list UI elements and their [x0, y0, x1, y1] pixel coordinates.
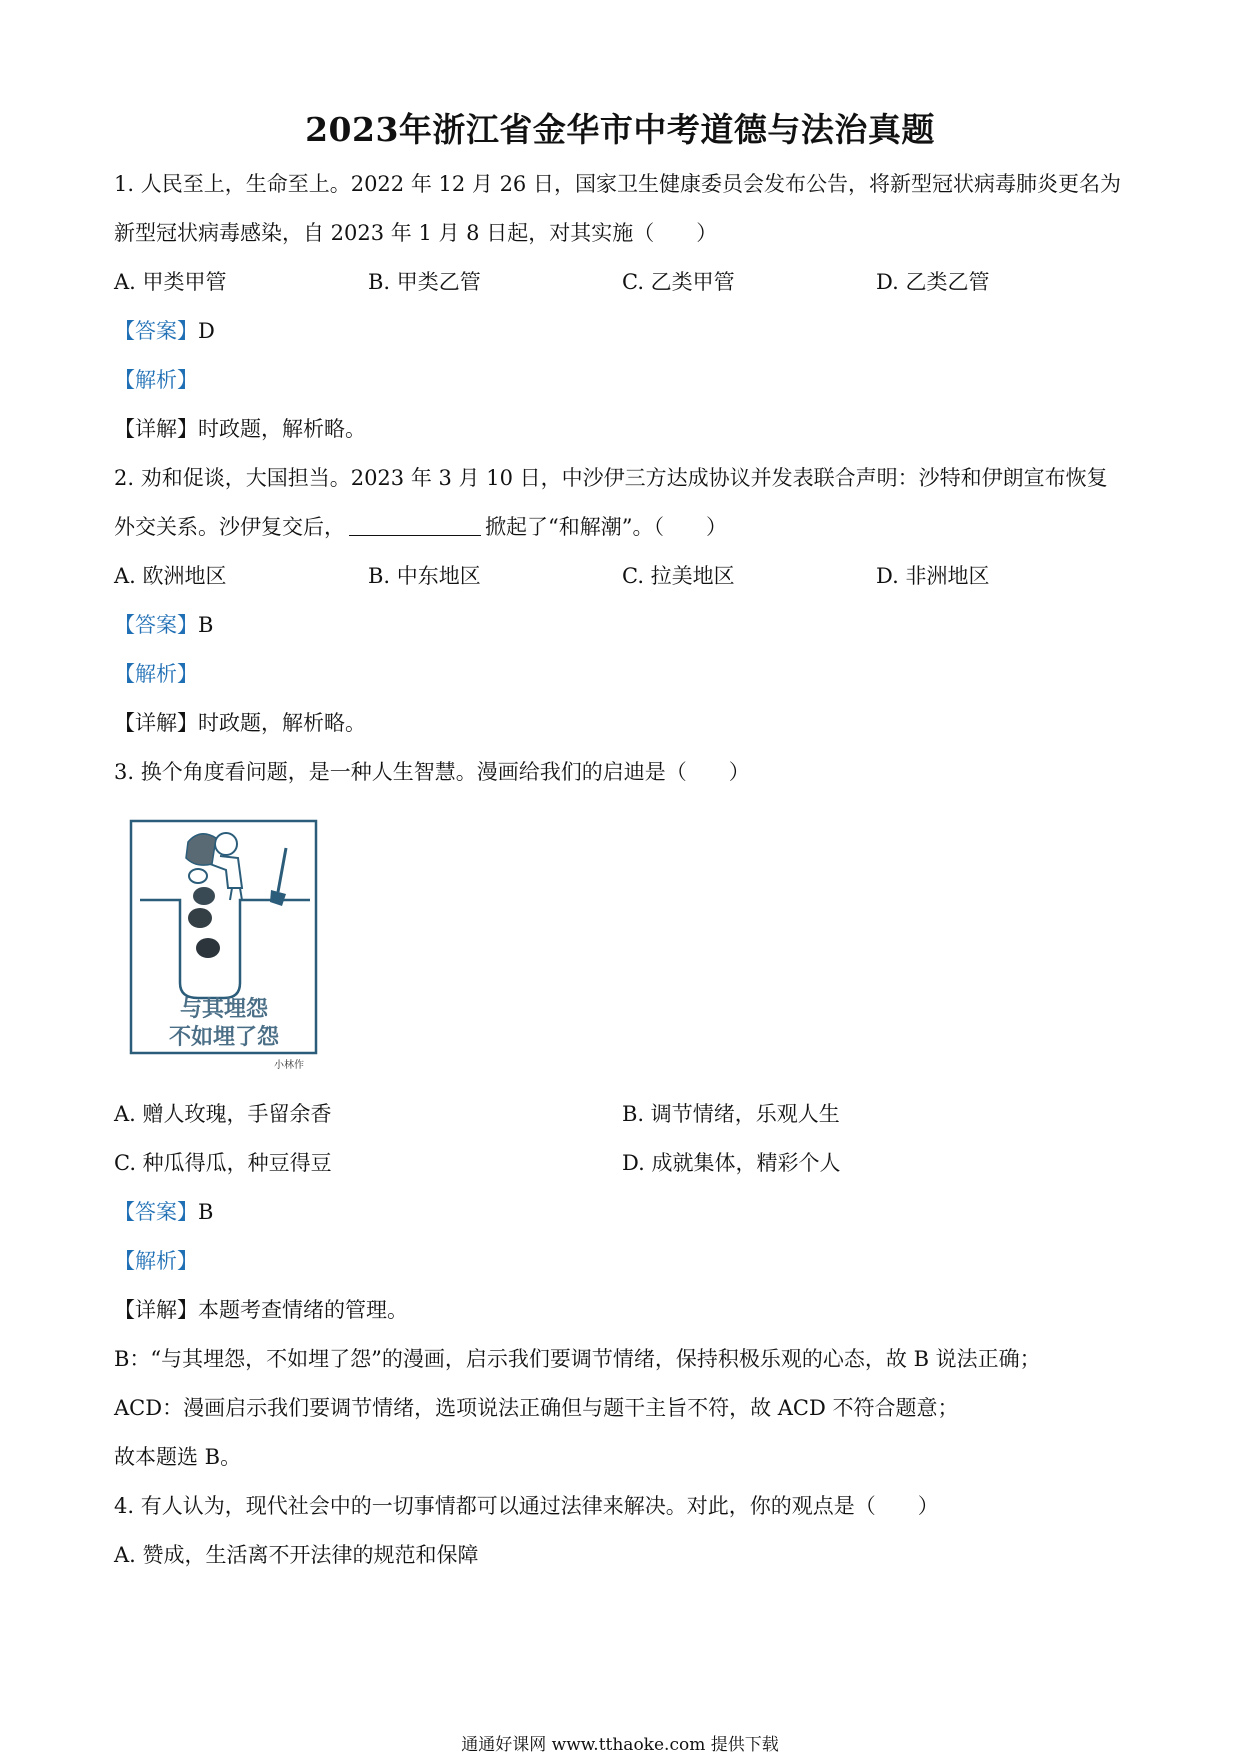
- q2-detail: 【详解】时政题，解析略。: [114, 711, 366, 735]
- cartoon-caption-line1: 与其埋怨: [179, 997, 269, 1022]
- q2-stem-line1: 2. 劝和促谈，大国担当。2023 年 3 月 10 日，中沙伊三方达成协议并发表联合声明：沙特和伊朗宣布恢复: [114, 466, 1108, 490]
- q2-option-d: D. 非洲地区: [876, 564, 990, 588]
- person-legs: [230, 888, 242, 900]
- shovel-blade: [270, 890, 286, 906]
- page-footer: 通通好课网 www.tthaoke.com 提供下载: [461, 1735, 779, 1755]
- q4-stem-line1: 4. 有人认为，现代社会中的一切事情都可以通过法律来解决。对此，你的观点是（ ）: [114, 1494, 939, 1518]
- q3-option-a: A. 赠人玫瑰，手留余香: [114, 1102, 332, 1126]
- shovel-handle: [278, 848, 286, 892]
- q3-analysis-tag: 【解析】: [114, 1249, 198, 1273]
- grievance-ball: [188, 908, 212, 928]
- q2-answer: B: [198, 613, 214, 637]
- q1-option-d: D. 乙类乙管: [876, 270, 990, 294]
- q1-stem-line2: 新型冠状病毒感染，自 2023 年 1 月 8 日起，对其实施（ ）: [114, 221, 718, 245]
- answer-tag: 【答案】: [114, 613, 198, 637]
- grievance-ball: [189, 869, 207, 883]
- page-title: 2023年浙江省金华市中考道德与法治真题: [305, 110, 935, 149]
- q1-option-a: A. 甲类甲管: [114, 270, 227, 294]
- q2-stem-part2: 掀起了“和解潮”。（ ）: [485, 515, 727, 539]
- q1-stem-line1: 1. 人民至上，生命至上。2022 年 12 月 26 日，国家卫生健康委员会发布公告，将新型冠状病毒肺炎更名为: [114, 172, 1121, 196]
- cartoon-illustration: [128, 818, 328, 1072]
- q3-answer-line: [114, 1198, 213, 1226]
- q1-option-c: C. 乙类甲管: [622, 270, 735, 294]
- answer-tag: 【答案】: [114, 1200, 198, 1224]
- q2-option-c: C. 拉美地区: [622, 564, 735, 588]
- person-head: [215, 833, 237, 855]
- q3-stem-line1: 3. 换个角度看问题，是一种人生智慧。漫画给我们的启迪是（ ）: [114, 760, 750, 784]
- q1-option-b: B. 甲类乙管: [368, 270, 481, 294]
- q2-analysis-tag: 【解析】: [114, 662, 198, 686]
- q1-answer-line: [114, 317, 215, 345]
- q3-explanation-2: ACD：漫画启示我们要调节情绪，选项说法正确但与题干主旨不符，故 ACD 不符合题意；: [114, 1396, 959, 1420]
- q4-option-a: A. 赞成，生活离不开法律的规范和保障: [114, 1543, 479, 1567]
- pit-outline: [140, 900, 310, 998]
- q3-option-b: B. 调节情绪，乐观人生: [622, 1102, 840, 1126]
- grievance-ball: [196, 938, 220, 958]
- q1-analysis-tag: 【解析】: [114, 368, 198, 392]
- q2-option-a: A. 欧洲地区: [114, 564, 227, 588]
- q2-answer-line: [114, 611, 213, 639]
- q3-detail: 【详解】本题考查情绪的管理。: [114, 1298, 408, 1322]
- grievance-ball: [193, 887, 215, 905]
- q2-stem-part1: 外交关系。沙伊复交后，: [114, 515, 345, 539]
- q2-option-b: B. 中东地区: [368, 564, 481, 588]
- q3-answer: B: [198, 1200, 214, 1224]
- q3-option-c: C. 种瓜得瓜，种豆得豆: [114, 1151, 332, 1175]
- basket: [186, 834, 216, 865]
- answer-tag: 【答案】: [114, 319, 198, 343]
- q3-explanation-1: B：“与其埋怨，不如埋了怨”的漫画，启示我们要调节情绪，保持积极乐观的心态，故 B 说法正确；: [114, 1347, 1041, 1371]
- cartoon-caption-line2: 不如埋了怨: [168, 1025, 280, 1050]
- person-body: [210, 856, 242, 888]
- q1-detail: 【详解】时政题，解析略。: [114, 417, 366, 441]
- cartoon-author: 小林作: [274, 1060, 304, 1071]
- q2-stem-line2: [114, 513, 727, 541]
- q1-answer: D: [198, 319, 215, 343]
- q2-fill-blank: [349, 515, 481, 536]
- q3-option-d: D. 成就集体，精彩个人: [622, 1151, 841, 1175]
- q3-explanation-3: 故本题选 B。: [114, 1445, 242, 1469]
